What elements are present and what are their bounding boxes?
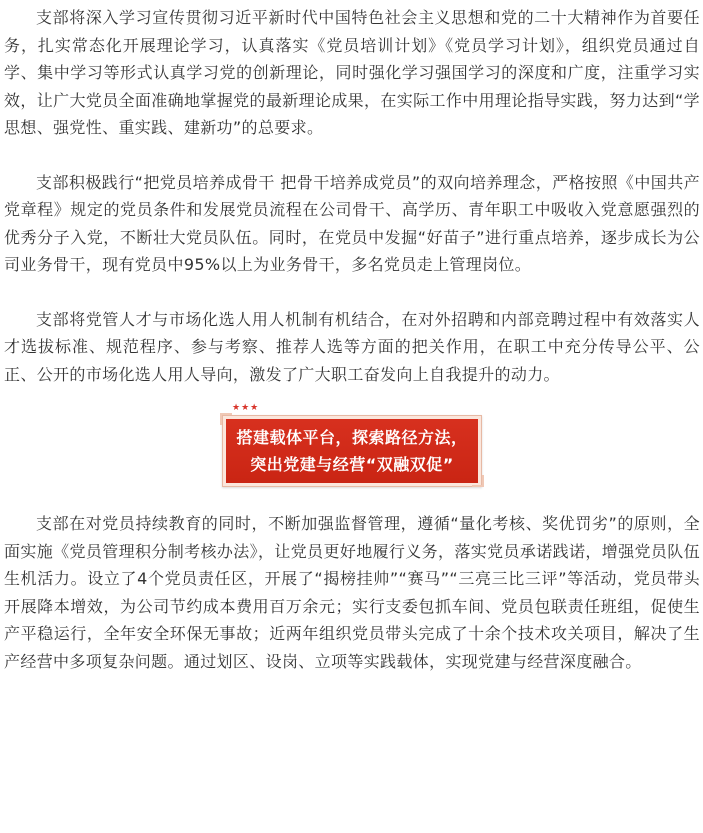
paragraph-talent-selection: 支部将党管人才与市场化选人用人机制有机结合，在对外招聘和内部竞聘过程中有效落实人才选拔标准、规范程序、参与考察、推荐人选等方面的把关作用，在职工中充分传导公平、公正、公开的市场化选人用人导向，激发了广大职工奋发向上自我提升的动力。 xyxy=(4,309,700,384)
banner-stars-decoration: ★★★ xyxy=(232,403,260,413)
banner-title-line-1: 搭建载体平台，探索路径方法， xyxy=(236,428,468,447)
banner-corner-decoration xyxy=(472,475,484,487)
banner-box xyxy=(222,415,482,487)
banner-title-line-2: 突出党建与经营“双融双促” xyxy=(250,455,454,474)
paragraph-supervision-management: 支部在对党员持续教育的同时，不断加强监督管理，遵循“量化考核、奖优罚劣”的原则，全面实施《党员管理积分制考核办法》，让党员更好地履行义务，落实党员承诺践诺，增强党员队伍生机活力。设立了4个党员责任区，开展了“揭榜挂帅”“赛马”“三亮三比三评”等活动，党员带头开展降本增效，为公司节约成本费用百万余元；实行支委包抓车间、党员包联责任班组，促使生产平稳运行，全年安全环保无事故；近两年组织党员带头完成了十余个技术攻关项目，解决了生产经营中多项复杂问题。通过划区、设岗、立项等实践载体，实现党建与经营深度融合。 xyxy=(4,514,700,671)
article-body xyxy=(4,0,700,675)
banner-corner-decoration xyxy=(220,413,232,425)
paragraph-member-training: 支部积极践行“把党员培养成骨干 把骨干培养成党员”的双向培养理念，严格按照《中国共产党章程》规定的党员条件和发展党员流程在公司骨干、高学历、青年职工中吸收入党意愿强烈的优秀分子入党，不断壮大党员队伍。同时，在党员中发掘“好苗子”进行重点培养，逐步成长为公司业务骨干，现有党员中95%以上为业务骨干，多名党员走上管理岗位。 xyxy=(4,172,700,274)
paragraph-theory-study: 支部将深入学习宣传贯彻习近平新时代中国特色社会主义思想和党的二十大精神作为首要任务，扎实常态化开展理论学习，认真落实《党员培训计划》《党员学习计划》，组织党员通过自学、集中学习等形式认真学习党的创新理论，同时强化学习强国学习的深度和广度，注重学习实效，让广大党员全面准确地掌握党的最新理论成果，在实际工作中用理论指导实践，努力达到“学思想、强党性、重实践、建新功”的总要求。 xyxy=(4,8,700,137)
section-heading-banner xyxy=(222,403,482,487)
